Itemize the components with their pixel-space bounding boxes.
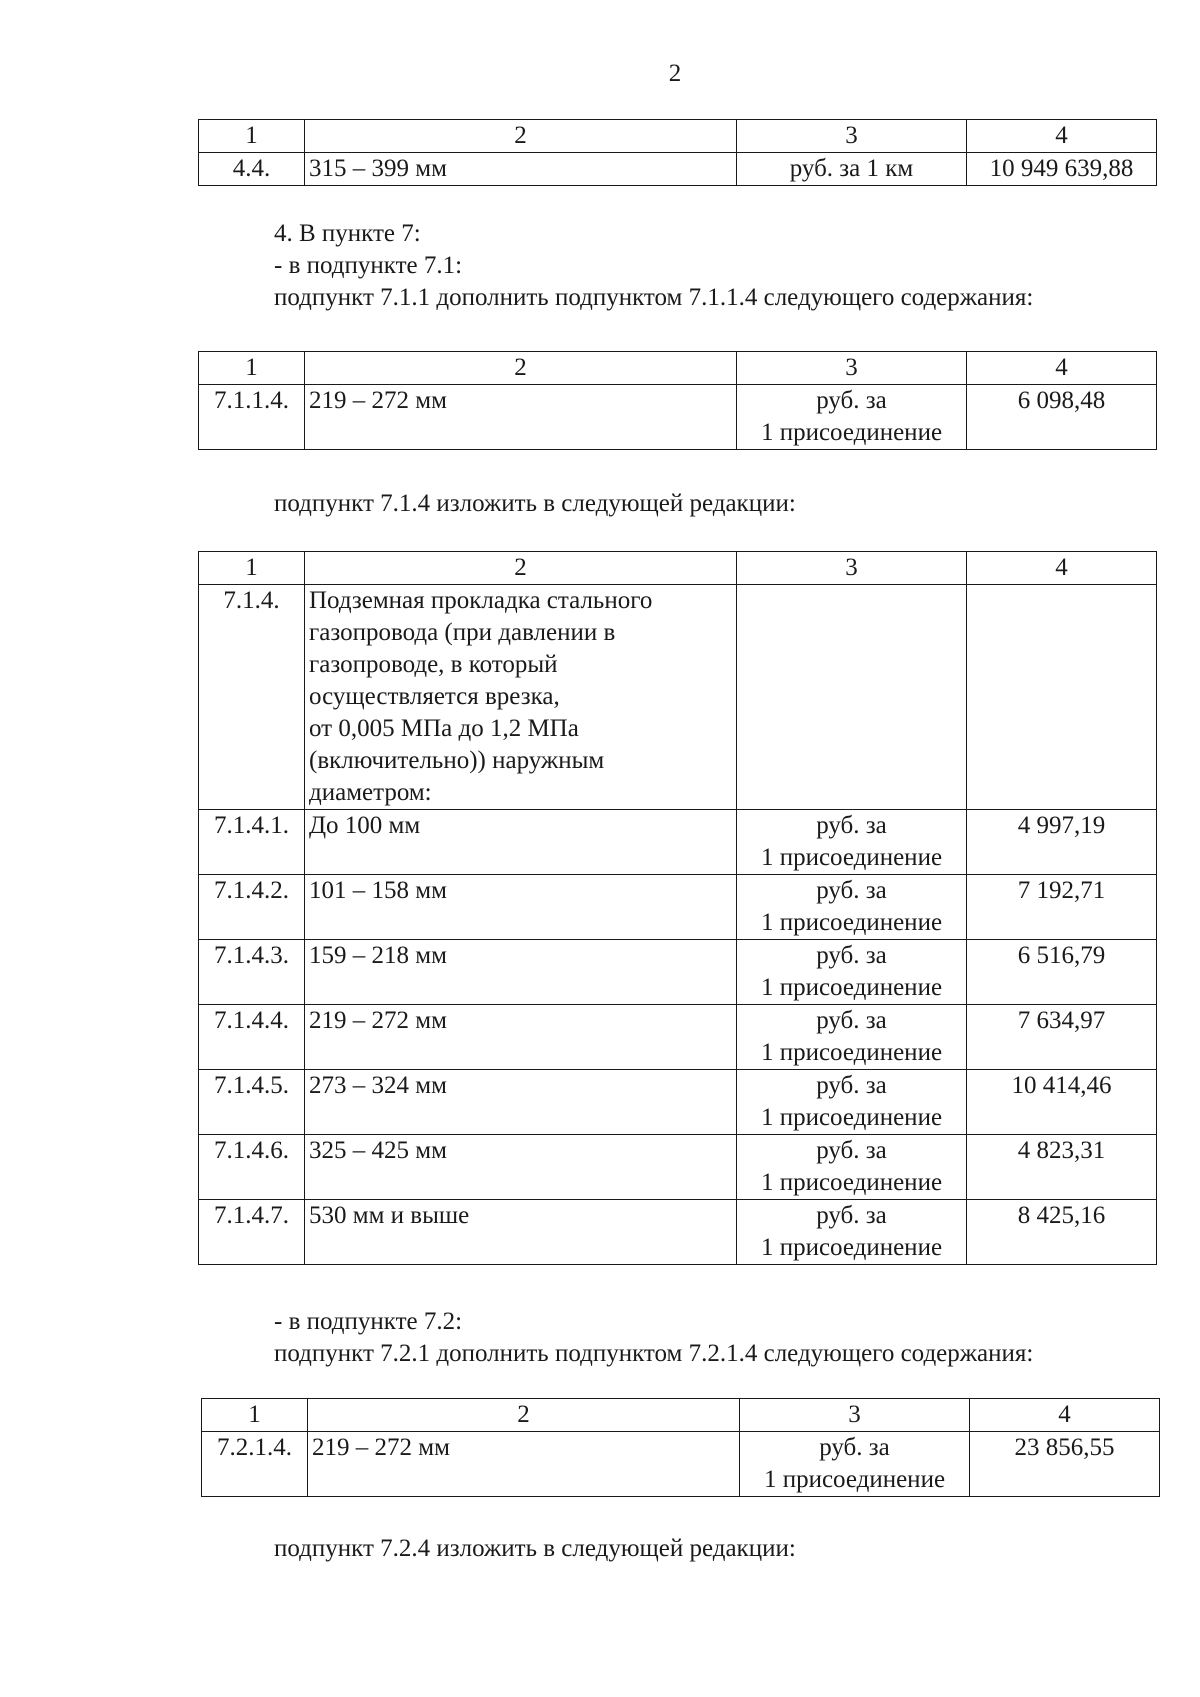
item-description: 219 – 272 мм (305, 385, 737, 450)
unit-line: 1 присоединение (760, 419, 943, 446)
item-value (967, 585, 1157, 810)
column-number: 3 (737, 352, 967, 385)
item-unit (737, 1005, 967, 1070)
table-row (199, 1005, 1157, 1070)
column-number: 1 (202, 1399, 308, 1432)
unit-line: 1 присоединение (760, 974, 943, 1001)
item-number: 7.1.4.3. (199, 940, 305, 1005)
item-description: 325 – 425 мм (305, 1135, 737, 1200)
item-value: 7 634,97 (967, 1005, 1157, 1070)
item-number: 7.1.1.4. (199, 385, 305, 450)
item-description: 219 – 272 мм (308, 1432, 740, 1497)
unit-line: руб. за (816, 812, 887, 839)
item-description: До 100 мм (305, 810, 737, 875)
unit-line: 1 присоединение (763, 1466, 946, 1493)
item-value: 6 516,79 (967, 940, 1157, 1005)
item-unit: руб. за 1 км (737, 153, 967, 186)
item-description: 159 – 218 мм (305, 940, 737, 1005)
item-unit (737, 875, 967, 940)
unit-line: руб. за (816, 1202, 887, 1229)
item-description: 315 – 399 мм (305, 153, 737, 186)
item-unit (737, 1200, 967, 1265)
item-value: 6 098,48 (967, 385, 1157, 450)
column-number: 2 (305, 352, 737, 385)
unit-line: 1 присоединение (760, 844, 943, 871)
column-number: 1 (199, 552, 305, 585)
table-row (199, 585, 1157, 810)
item-number: 7.1.4.1. (199, 810, 305, 875)
description-line: Подземная прокладка стального (309, 587, 653, 614)
unit-line: руб. за (816, 1007, 887, 1034)
table-7-1-4 (198, 551, 1157, 1265)
table-pipe-cost (198, 119, 1157, 186)
table-row (199, 875, 1157, 940)
table-row (199, 1200, 1157, 1265)
item-number: 7.1.4. (199, 585, 305, 810)
column-number: 3 (737, 552, 967, 585)
item-unit (737, 585, 967, 810)
description-line: осуществляется врезка, (309, 683, 560, 710)
item-description: 101 – 158 мм (305, 875, 737, 940)
item-value: 23 856,55 (970, 1432, 1160, 1497)
unit-line: руб. за (819, 1434, 890, 1461)
column-number: 3 (740, 1399, 970, 1432)
item-unit (740, 1432, 970, 1497)
instruction-line: подпункт 7.2.1 дополнить подпунктом 7.2.1.4 следующего содержания: (274, 1340, 1034, 1367)
table-row (199, 385, 1157, 450)
subsection-line: - в подпункте 7.2: (274, 1308, 463, 1335)
description-line: диаметром: (309, 779, 432, 806)
column-number: 4 (967, 120, 1157, 153)
table-row (199, 1070, 1157, 1135)
item-number: 7.2.1.4. (202, 1432, 308, 1497)
description-line: газопроводе, в который (309, 651, 558, 678)
description-line: (включительно)) наружным (309, 747, 605, 774)
column-number: 1 (199, 120, 305, 153)
subsection-line: - в подпункте 7.1: (274, 252, 463, 279)
item-value: 4 823,31 (967, 1135, 1157, 1200)
table-row (199, 153, 1157, 186)
column-number: 1 (199, 352, 305, 385)
table-row (199, 1135, 1157, 1200)
item-number: 4.4. (199, 153, 305, 186)
item-unit (737, 810, 967, 875)
item-value: 10 949 639,88 (967, 153, 1157, 186)
item-number: 7.1.4.4. (199, 1005, 305, 1070)
unit-line: руб. за (816, 1072, 887, 1099)
item-unit (737, 940, 967, 1005)
table-row (202, 1432, 1160, 1497)
item-value: 4 997,19 (967, 810, 1157, 875)
column-number: 4 (967, 352, 1157, 385)
section-heading: 4. В пункте 7: (274, 220, 421, 247)
instruction-line: подпункт 7.2.4 изложить в следующей редакции: (274, 1535, 796, 1562)
table-row (199, 940, 1157, 1005)
item-description (305, 585, 737, 810)
unit-line: 1 присоединение (760, 909, 943, 936)
unit-line: 1 присоединение (760, 1234, 943, 1261)
item-value: 10 414,46 (967, 1070, 1157, 1135)
column-number: 3 (737, 120, 967, 153)
unit-line: руб. за (816, 1137, 887, 1164)
item-unit (737, 1070, 967, 1135)
item-description: 219 – 272 мм (305, 1005, 737, 1070)
table-7-2-1-4 (201, 1398, 1160, 1497)
column-number: 4 (970, 1399, 1160, 1432)
unit-line: руб. за (816, 877, 887, 904)
unit-line: руб. за (816, 942, 887, 969)
item-description: 530 мм и выше (305, 1200, 737, 1265)
instruction-line: подпункт 7.1.1 дополнить подпунктом 7.1.1.4 следующего содержания: (274, 284, 1034, 311)
table-header-row (199, 352, 1157, 385)
column-number: 2 (308, 1399, 740, 1432)
table-row (199, 810, 1157, 875)
table-header-row (202, 1399, 1160, 1432)
item-unit (737, 385, 967, 450)
unit-line: 1 присоединение (760, 1039, 943, 1066)
description-line: от 0,005 МПа до 1,2 МПа (309, 715, 579, 742)
item-number: 7.1.4.2. (199, 875, 305, 940)
item-number: 7.1.4.7. (199, 1200, 305, 1265)
unit-line: 1 присоединение (760, 1169, 943, 1196)
column-number: 4 (967, 552, 1157, 585)
table-header-row (199, 120, 1157, 153)
item-number: 7.1.4.6. (199, 1135, 305, 1200)
unit-line: руб. за (816, 387, 887, 414)
column-number: 2 (305, 120, 737, 153)
item-description: 273 – 324 мм (305, 1070, 737, 1135)
table-7-1-1-4 (198, 351, 1157, 450)
item-number: 7.1.4.5. (199, 1070, 305, 1135)
unit-line: 1 присоединение (760, 1104, 943, 1131)
table-header-row (199, 552, 1157, 585)
instruction-line: подпункт 7.1.4 изложить в следующей редакции: (274, 490, 796, 517)
item-value: 7 192,71 (967, 875, 1157, 940)
column-number: 2 (305, 552, 737, 585)
item-unit (737, 1135, 967, 1200)
page-number: 2 (668, 60, 682, 87)
description-line: газопровода (при давлении в (309, 619, 616, 646)
item-value: 8 425,16 (967, 1200, 1157, 1265)
